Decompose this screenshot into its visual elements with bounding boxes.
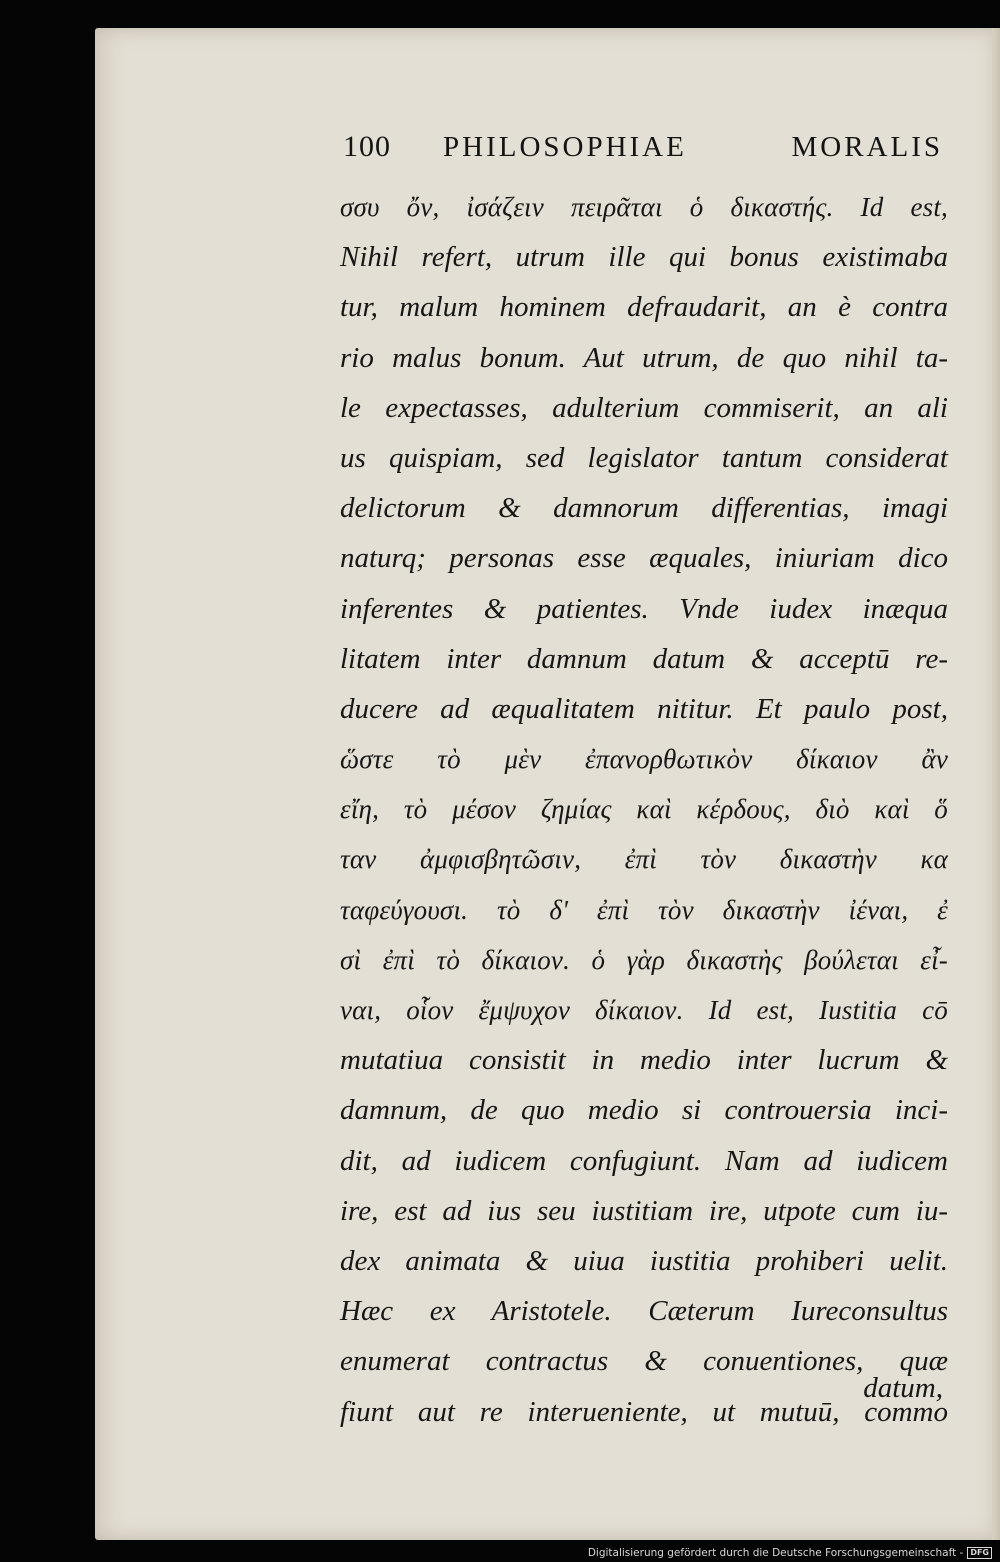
text-line: σὶ ἐπὶ τὸ δίκαιον. ὁ γὰρ δικαστὴς βούλεται εἶ- bbox=[340, 944, 948, 975]
text-line: ire, est ad ius seu iustitiam ire, utpote cum iu- bbox=[340, 1194, 948, 1227]
text-line: Nihil refert, utrum ille qui bonus existimaba bbox=[340, 241, 948, 274]
running-title-word: PHILOSOPHIAE bbox=[443, 131, 687, 163]
text-line: delictorum & damnorum differentias, imagi bbox=[340, 492, 948, 525]
text-line: le expectasses, adulterium commiserit, an ali bbox=[340, 391, 948, 424]
text-line: enumerat contractus & conuentiones, quæ bbox=[340, 1345, 948, 1378]
dfg-logo: DFG bbox=[967, 1547, 992, 1559]
text-line: fiunt aut re interueniente, ut mutuū, commo bbox=[340, 1395, 948, 1428]
text-line: inferentes & patientes. Vnde iudex inæqua bbox=[340, 592, 948, 625]
text-line: ταν ἀμφισβητῶσιν, ἐπὶ τὸν δικαστὴν κα bbox=[340, 844, 948, 875]
text-line: rio malus bonum. Aut utrum, de quo nihil ta- bbox=[340, 341, 948, 374]
running-title bbox=[443, 131, 943, 164]
page-header bbox=[343, 130, 943, 170]
text-line: ταφεύγουσι. τὸ δ' ἐπὶ τὸν δικαστὴν ἰέναι, ἐ bbox=[340, 894, 948, 925]
page-edge bbox=[992, 28, 1000, 1540]
text-line: us quispiam, sed legislator tantum considerat bbox=[340, 441, 948, 474]
text-line: ὥστε τὸ μὲν ἐπανορθωτικὸν δίκαιον ἂν bbox=[340, 744, 948, 775]
text-line: dit, ad iudicem confugiunt. Nam ad iudicem bbox=[340, 1144, 948, 1177]
running-title-word: MORALIS bbox=[791, 131, 943, 163]
text-line: σσυ ὄν, ἰσάζειν πειρᾶται ὁ δικαστής. Id est, bbox=[340, 192, 948, 222]
text-line: mutatiua consistit in medio inter lucrum & bbox=[340, 1044, 948, 1077]
catchword: datum, bbox=[863, 1372, 943, 1404]
page-number: 100 bbox=[343, 130, 391, 163]
text-line: naturq; personas esse æquales, iniuriam dico bbox=[340, 542, 948, 575]
body-text bbox=[340, 182, 948, 1437]
credit-text: Digitalisierung gefördert durch die Deutsche Forschungsgemeinschaft - bbox=[587, 1547, 964, 1559]
text-line: tur, malum hominem defraudarit, an è contra bbox=[340, 291, 948, 324]
text-line: Hæc ex Aristotele. Cæterum Iureconsultus bbox=[340, 1295, 948, 1328]
text-line: ducere ad æqualitatem nititur. Et paulo post, bbox=[340, 692, 948, 725]
digitization-credit bbox=[588, 1547, 992, 1559]
text-line: εἴη, τὸ μέσον ζημίας καὶ κέρδους, διὸ καὶ ὅ bbox=[340, 794, 948, 825]
text-line: dex animata & uiua iustitia prohiberi uelit. bbox=[340, 1244, 948, 1277]
text-line: ναι, οἷον ἔμψυχον δίκαιον. Id est, Iustitia cō bbox=[340, 995, 948, 1025]
text-line: damnum, de quo medio si controuersia inci- bbox=[340, 1094, 948, 1127]
text-line: litatem inter damnum datum & acceptū re- bbox=[340, 642, 948, 675]
